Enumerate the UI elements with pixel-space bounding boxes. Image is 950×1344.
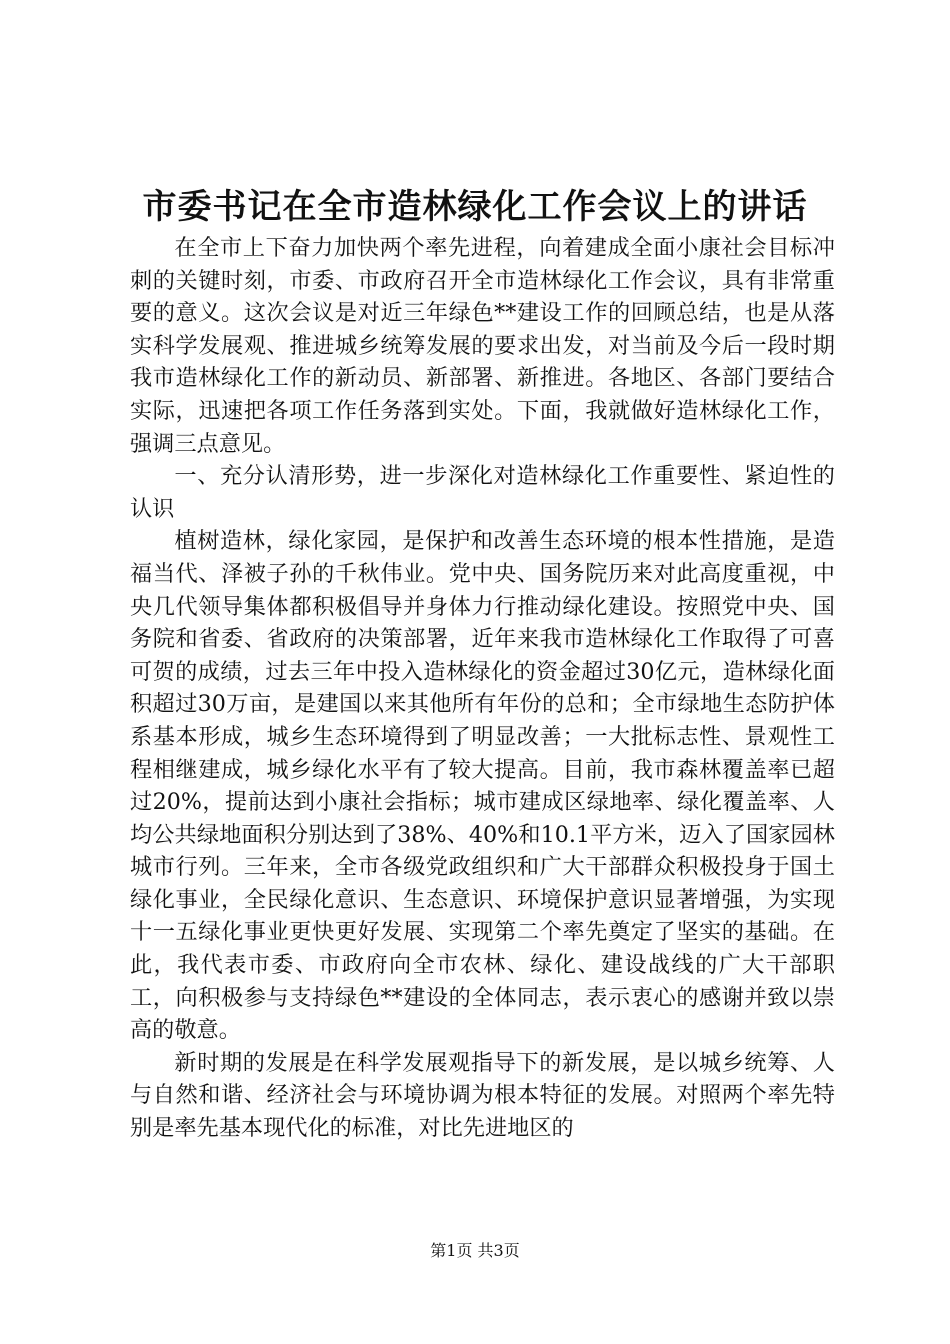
page-footer: 第1页 共3页 [430,1241,520,1260]
document-title: 市委书记在全市造林绿化工作会议上的讲话 [142,187,808,227]
section-heading-1: 一、充分认清形势，进一步深化对造林绿化工作重要性、紧迫性的认识 [130,463,835,522]
paragraph-achievements: 植树造林，绿化家园，是保护和改善生态环境的根本性措施，是造福当代、泽被子孙的千秋伟业。党中央、国务院历来对此高度重视，中央几代领导集体都积极倡导并身体力行推动绿化建设。按照党中央、国务院和省委、省政府的决策部署，近年来我市造林绿化工作取得了可喜可贺的成绩，过去三年中投入造林绿化的资金超过30亿元，造林绿化面积超过30万亩，是建国以来其他所有年份的总和；全市绿地生态防护体系基本形成，城乡生态环境得到了明显改善；一大批标志性、景观性工程相继建成，城乡绿化水平有了较大提高。目前，我市森林覆盖率已超过20%，提前达到小康社会指标；城市建成区绿地率、绿化覆盖率、人均公共绿地面积分别达到了38%、40%和10.1平方米，迈入了国家园林城市行列。三年来，全市各级党政组织和广大干部群众积极投身于国土绿化事业，全民绿化意识、生态意识、环境保护意识显著增强，为实现十一五绿化事业更快更好发展、实现第二个率先奠定了坚实的基础。在此，我代表市委、市政府向全市农林、绿化、建设战线的广大干部职工，向积极参与支持绿色**建设的全体同志，表示衷心的感谢并致以崇高的敬意。 [130,528,835,1044]
paragraph-intro: 在全市上下奋力加快两个率先进程，向着建成全面小康社会目标冲刺的关键时刻，市委、市政府召开全市造林绿化工作会议，具有非常重要的意义。这次会议是对近三年绿色**建设工作的回顾总结，也是从落实科学发展观、推进城乡统筹发展的要求出发，对当前及今后一段时期我市造林绿化工作的新动员、新部署、新推进。各地区、各部门要结合实际，迅速把各项工作任务落到实处。下面，我就做好造林绿化工作，强调三点意见。 [130,235,835,457]
document-body [130,232,835,1145]
paragraph-new-era: 新时期的发展是在科学发展观指导下的新发展，是以城乡统筹、人与自然和谐、经济社会与环境协调为根本特征的发展。对照两个率先特别是率先基本现代化的标准，对比先进地区的 [130,1049,835,1142]
